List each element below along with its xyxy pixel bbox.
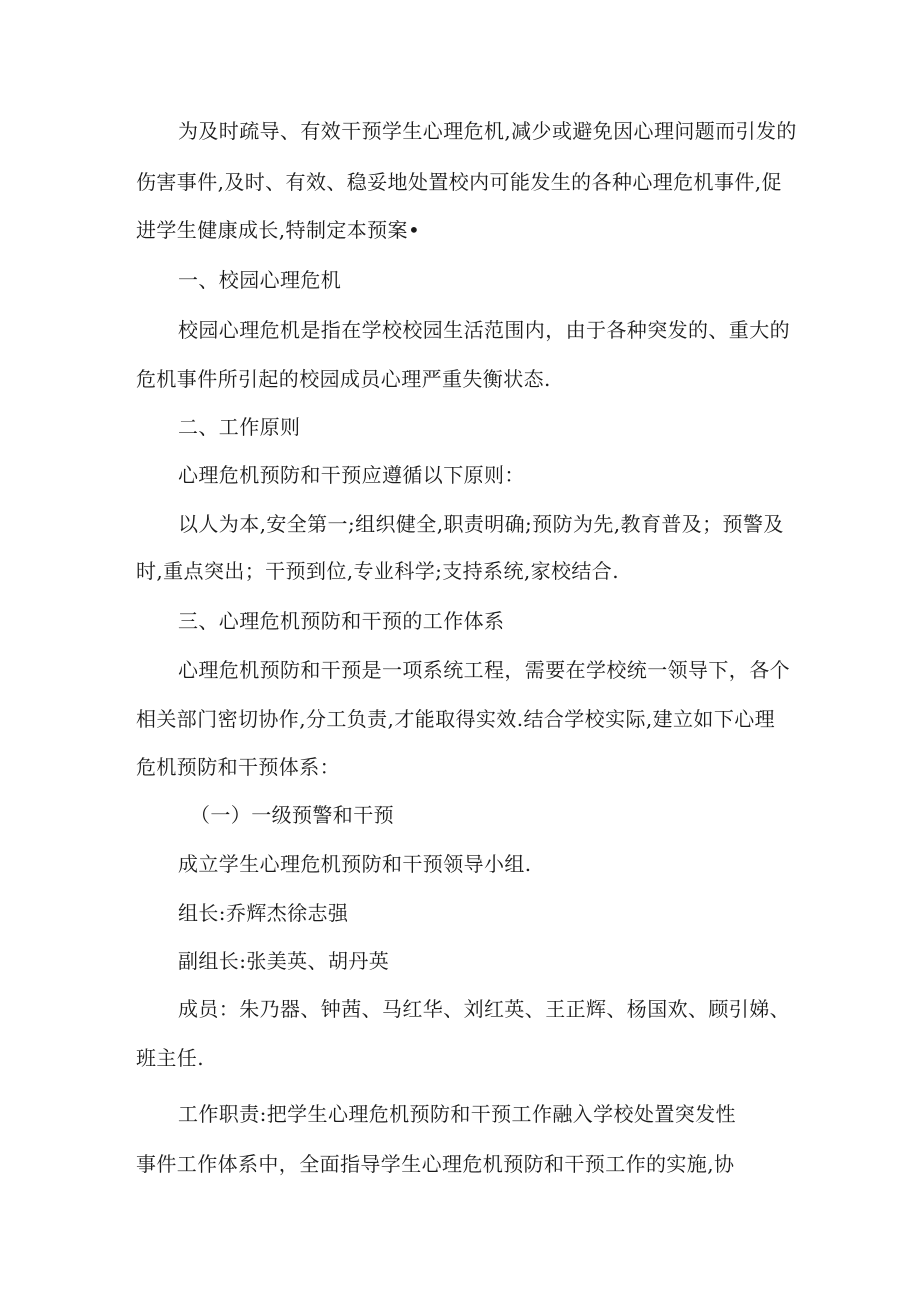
subsection-heading: （一）一级预警和干预: [190, 803, 394, 827]
paragraph-line: 工作职责:把学生心理危机预防和干预工作融入学校处置突发性: [178, 1102, 736, 1126]
section-heading: 三、心理危机预防和干预的工作体系: [178, 609, 505, 633]
paragraph-line: 为及时疏导、有效干预学生心理危机,减少或避免因心理问题而引发的: [178, 119, 797, 143]
paragraph-line: 心理危机预防和干预应遵循以下原则：: [178, 463, 525, 487]
paragraph-line: 事件工作体系中，全面指导学生心理危机预防和干预工作的实施,协: [136, 1152, 735, 1176]
paragraph-line: 以人为本,安全第一;组织健全,职责明确;预防为先,教育普及；预警及: [178, 512, 784, 536]
section-heading: 二、工作原则: [178, 415, 301, 439]
paragraph-line: 相关部门密切协作,分工负责,才能取得实效.结合学校实际,建立如下心理: [136, 707, 776, 731]
paragraph-line: 成员：朱乃器、钟茜、马红华、刘红英、王正辉、杨国欢、顾引娣、: [178, 997, 790, 1021]
paragraph-line: 进学生健康成长,特制定本预案•: [136, 218, 421, 242]
paragraph-line: 时,重点突出；干预到位,专业科学;支持系统,家校结合.: [136, 559, 619, 583]
paragraph-line: 危机事件所引起的校园成员心理严重失衡状态.: [136, 367, 551, 391]
paragraph-line: 危机预防和干预体系：: [136, 755, 340, 779]
paragraph-line: 班主任.: [136, 1046, 204, 1070]
paragraph-line: 副组长:张美英、胡丹英: [178, 949, 390, 973]
paragraph-line: 心理危机预防和干预是一项系统工程，需要在学校统一领导下，各个: [178, 658, 790, 682]
paragraph-line: 校园心理危机是指在学校校园生活范围内，由于各种突发的、重大的: [178, 318, 790, 342]
section-heading: 一、校园心理危机: [178, 268, 342, 292]
paragraph-line: 伤害事件,及时、有效、稳妥地处置校内可能发生的各种心理危机事件,促: [136, 170, 782, 194]
paragraph-line: 成立学生心理危机预防和干预领导小组.: [178, 852, 532, 876]
paragraph-line: 组长:乔辉杰徐志强: [178, 901, 349, 925]
